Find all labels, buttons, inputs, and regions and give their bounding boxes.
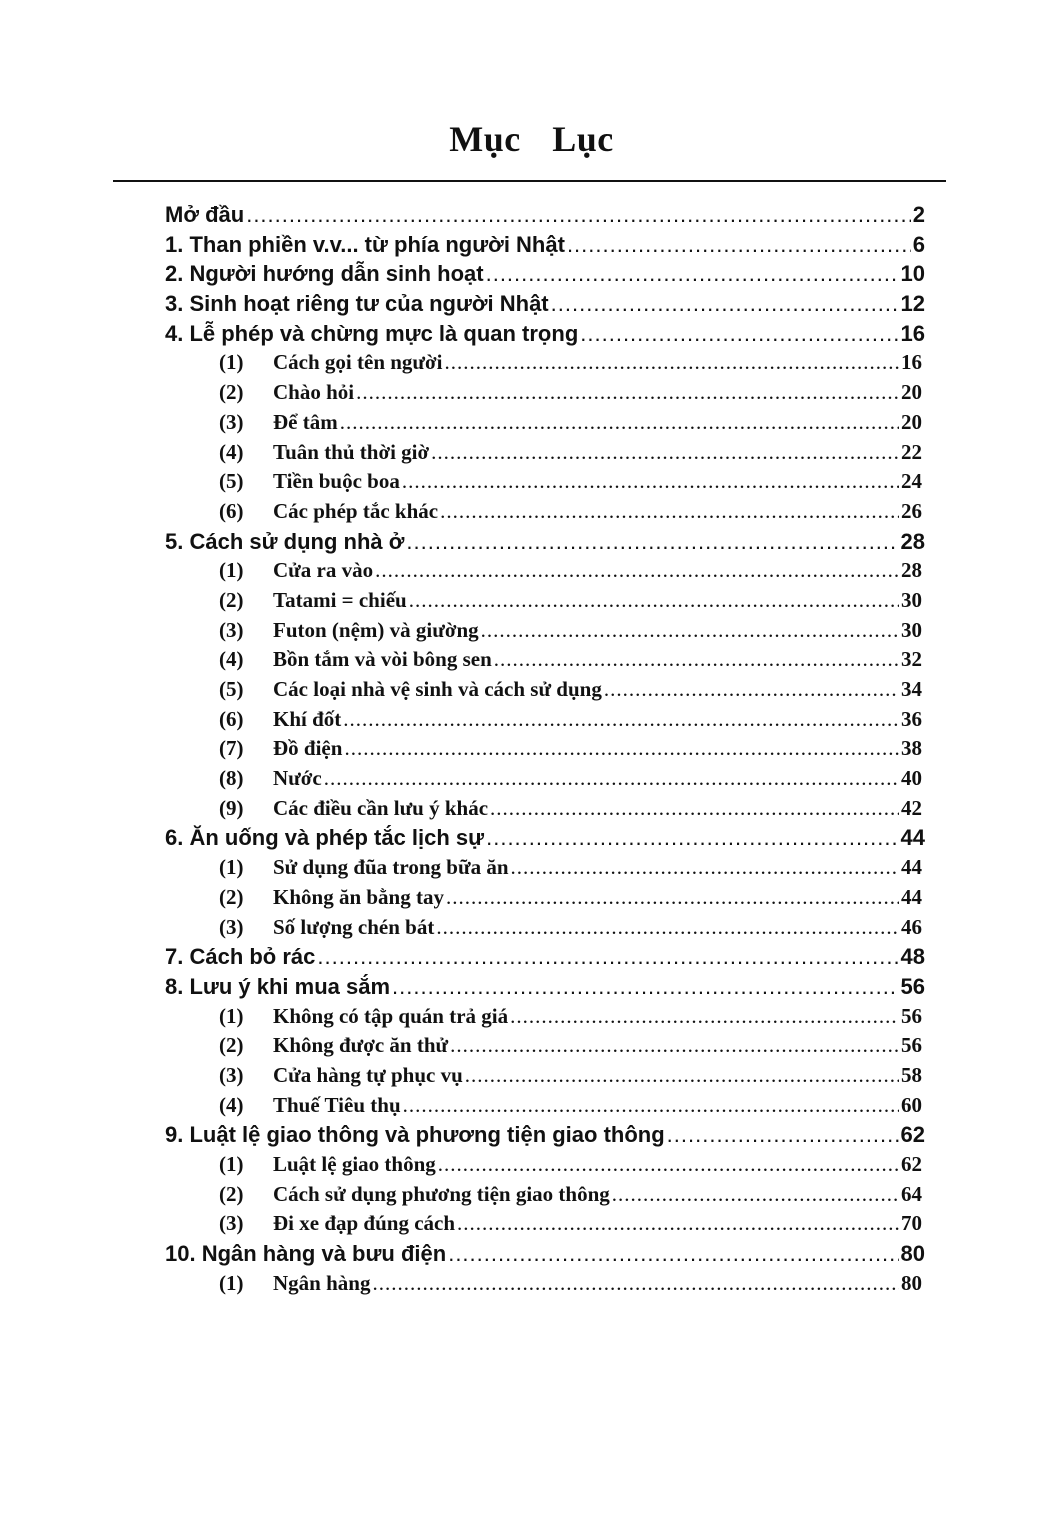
dot-leader — [356, 380, 899, 405]
toc-subentry — [165, 796, 925, 826]
toc-entry-label: Chào hỏi — [273, 380, 355, 405]
toc-entry-label: Không có tập quán trả giá — [273, 1003, 509, 1028]
toc-subentry-number: (3) — [219, 914, 244, 939]
toc-subentry-number: (1) — [219, 350, 244, 375]
toc-page-number: 48 — [900, 944, 925, 970]
toc-page-number: 64 — [901, 1181, 922, 1206]
toc-entry — [165, 321, 925, 351]
toc-subentry — [165, 410, 925, 440]
toc-entry-label: Futon (nệm) và giường — [273, 617, 479, 642]
toc-entry — [165, 1241, 925, 1271]
dot-leader — [481, 618, 899, 643]
toc-page-number: 60 — [901, 1092, 922, 1117]
dot-leader — [372, 1271, 899, 1296]
dot-leader — [440, 499, 899, 524]
toc-subentry-number: (2) — [219, 1033, 244, 1058]
toc-subentry-number: (6) — [219, 706, 244, 731]
toc-entry — [165, 1122, 925, 1152]
dot-leader — [445, 350, 900, 375]
toc-entry-label: Cách gọi tên người — [273, 350, 443, 375]
toc-page-number: 46 — [901, 914, 922, 939]
toc-subentry-number: (6) — [219, 498, 244, 523]
toc-entry-label: Các phép tắc khác — [273, 498, 439, 523]
dot-leader — [490, 796, 899, 821]
toc-page-number: 16 — [900, 320, 925, 346]
toc-page-number: 32 — [901, 647, 922, 672]
toc-subentry — [165, 707, 925, 737]
toc-subentry-number: (2) — [219, 587, 244, 612]
dot-leader — [406, 529, 898, 555]
toc-entry — [165, 944, 925, 974]
toc-entry-label: Các loại nhà vệ sinh và cách sử dụng — [273, 677, 602, 701]
toc-subentry-number: (3) — [219, 617, 244, 642]
toc-entry-label: 6. Ăn uống và phép tắc lịch sự — [165, 825, 485, 851]
toc-entry — [165, 261, 925, 291]
dot-leader — [448, 1241, 898, 1267]
dot-leader — [465, 1063, 899, 1088]
dot-leader — [343, 707, 899, 732]
dot-leader — [511, 855, 899, 880]
toc-entry-label: Đi xe đạp đúng cách — [273, 1211, 456, 1236]
toc-page-number: 80 — [901, 1270, 922, 1295]
toc-page-number: 30 — [901, 587, 922, 612]
toc-subentry — [165, 647, 925, 677]
dot-leader — [604, 677, 899, 702]
toc-subentry-number: (2) — [219, 380, 244, 405]
toc-entry-label: Luật lệ giao thông — [273, 1152, 436, 1176]
dot-leader — [246, 202, 911, 228]
toc-entry-label: Để tâm — [273, 409, 338, 434]
toc-page-number: 44 — [900, 825, 925, 851]
toc-subentry-number: (3) — [219, 409, 244, 434]
dot-leader — [317, 944, 898, 970]
toc-entry — [165, 202, 925, 232]
dot-leader — [450, 1033, 899, 1058]
toc-entry-label: Bồn tắm và vòi bông sen — [273, 647, 492, 672]
toc-page-number: 38 — [901, 736, 922, 761]
toc-subentry — [165, 1033, 925, 1063]
dot-leader — [436, 915, 899, 940]
toc-page-number: 16 — [901, 350, 922, 375]
toc-entry-label: Sử dụng đũa trong bữa ăn — [273, 855, 509, 880]
toc-entry-label: Cửa ra vào — [273, 558, 374, 583]
toc-subentry — [165, 736, 925, 766]
toc-page-number: 22 — [901, 439, 922, 464]
toc-page-number: 42 — [901, 795, 922, 820]
dot-leader — [431, 440, 899, 465]
toc-page-number: 80 — [900, 1241, 925, 1267]
toc-page-number: 10 — [900, 261, 925, 287]
toc-entry-label: 2. Người hướng dẫn sinh hoạt — [165, 261, 484, 287]
toc-subentry — [165, 915, 925, 945]
toc-entry-label: Khí đốt — [273, 706, 342, 731]
toc-subentry — [165, 1152, 925, 1182]
toc-page-number: 20 — [901, 380, 922, 405]
toc-subentry — [165, 558, 925, 588]
toc-page-number: 28 — [901, 558, 922, 583]
toc-entry-label: 7. Cách bỏ rác — [165, 944, 316, 970]
toc-entry-label: 4. Lễ phép và chừng mực là quan trọng — [165, 320, 579, 346]
toc-subentry — [165, 380, 925, 410]
toc-page-number: 40 — [901, 766, 922, 791]
toc-subentry-number: (4) — [219, 647, 244, 672]
toc-page-number: 30 — [901, 617, 922, 642]
toc-entry-label: 3. Sinh hoạt riêng tư của người Nhật — [165, 291, 549, 317]
dot-leader — [667, 1122, 899, 1148]
dot-leader — [409, 588, 899, 613]
toc-entry-label: Mở đầu — [165, 202, 245, 227]
toc-subentry — [165, 885, 925, 915]
toc-entry-label: Ngân hàng — [273, 1270, 371, 1295]
toc-subentry-number: (4) — [219, 439, 244, 464]
toc-subentry — [165, 1182, 925, 1212]
page-title: Mục Lục — [449, 119, 614, 159]
toc-subentry — [165, 677, 925, 707]
toc-page-number: 44 — [901, 884, 922, 909]
toc-page-number: 20 — [901, 409, 922, 434]
dot-leader — [551, 291, 899, 317]
title-divider — [113, 180, 946, 182]
toc-entry-label: Tatami = chiếu — [273, 587, 407, 612]
toc-entry-label: Tuân thủ thời giờ — [273, 439, 430, 464]
toc-subentry — [165, 350, 925, 380]
toc-page-number: 62 — [900, 1122, 925, 1148]
toc-page-number: 70 — [901, 1211, 922, 1236]
toc-entry-label: Tiền buộc boa — [273, 469, 400, 494]
toc-page-number: 56 — [901, 1033, 922, 1058]
toc-subentry — [165, 1211, 925, 1241]
dot-leader — [392, 974, 899, 1000]
toc-entry-label: Thuế Tiêu thụ — [273, 1092, 401, 1117]
toc-entry-label: 1. Than phiền v.v... từ phía người Nhật — [165, 231, 565, 257]
toc-entry-label: Không ăn bằng tay — [273, 884, 444, 909]
toc-subentry — [165, 469, 925, 499]
toc-subentry — [165, 1004, 925, 1034]
toc-subentry-number: (5) — [219, 469, 244, 494]
toc-subentry — [165, 499, 925, 529]
toc-subentry-number: (1) — [219, 1270, 244, 1295]
dot-leader — [446, 885, 899, 910]
toc-page-number: 26 — [901, 498, 922, 523]
toc-entry-label: Cửa hàng tự phục vụ — [273, 1062, 463, 1087]
toc-subentry-number: (1) — [219, 1003, 244, 1028]
dot-leader — [457, 1211, 899, 1236]
toc-subentry-number: (1) — [219, 1152, 244, 1176]
toc-page-number: 62 — [901, 1152, 922, 1176]
dot-leader — [510, 1004, 899, 1029]
dot-leader — [375, 558, 899, 583]
dot-leader — [324, 766, 899, 791]
dot-leader — [612, 1182, 899, 1207]
toc-subentry — [165, 1271, 925, 1301]
toc-entry-label: 10. Ngân hàng và bưu điện — [165, 1241, 447, 1267]
toc-page-number: 56 — [901, 1003, 922, 1028]
toc-subentry-number: (2) — [219, 884, 244, 909]
toc-subentry — [165, 588, 925, 618]
dot-leader — [340, 410, 899, 435]
toc-page-number: 58 — [901, 1062, 922, 1087]
toc-page-number: 36 — [901, 706, 922, 731]
toc-entry-label: Các điều cần lưu ý khác — [273, 795, 489, 820]
toc-page-number: 44 — [901, 855, 922, 880]
toc-subentry-number: (2) — [219, 1181, 244, 1206]
toc-subentry-number: (8) — [219, 766, 244, 791]
dot-leader — [486, 825, 898, 851]
toc-subentry-number: (7) — [219, 736, 244, 761]
toc-entry-label: Nước — [273, 766, 322, 791]
toc-entry-label: Đồ điện — [273, 736, 343, 761]
dot-leader — [486, 261, 899, 287]
dot-leader — [494, 647, 899, 672]
toc-subentry-number: (1) — [219, 855, 244, 880]
toc-entry-label: Không được ăn thử — [273, 1033, 449, 1058]
toc-subentry — [165, 440, 925, 470]
toc-entry — [165, 974, 925, 1004]
toc-subentry-number: (5) — [219, 677, 244, 701]
toc-page-number: 2 — [912, 202, 925, 227]
toc-entry — [165, 825, 925, 855]
toc-subentry-number: (3) — [219, 1062, 244, 1087]
toc-subentry-number: (9) — [219, 795, 244, 820]
toc-entry-label: Cách sử dụng phương tiện giao thông — [273, 1181, 610, 1206]
toc-page-number: 28 — [900, 528, 925, 554]
toc-page-number: 6 — [912, 231, 925, 257]
toc-entry-label: 5. Cách sử dụng nhà ở — [165, 528, 405, 554]
dot-leader — [567, 232, 911, 258]
toc-entry-label: 9. Luật lệ giao thông và phương tiện giao thông — [165, 1122, 665, 1148]
toc-subentry — [165, 1063, 925, 1093]
toc-entry-label: Số lượng chén bát — [273, 914, 435, 939]
toc-subentry-number: (4) — [219, 1092, 244, 1117]
toc-entry — [165, 232, 925, 262]
toc-subentry-number: (3) — [219, 1211, 244, 1236]
toc-subentry-number: (1) — [219, 558, 244, 583]
toc-entry-label: 8. Lưu ý khi mua sắm — [165, 973, 391, 999]
toc-subentry — [165, 618, 925, 648]
table-of-contents — [165, 202, 925, 1300]
dot-leader — [438, 1152, 899, 1177]
toc-page-number: 24 — [901, 469, 922, 494]
toc-page-number: 34 — [901, 677, 922, 701]
toc-page-number: 12 — [900, 291, 925, 317]
toc-entry — [165, 529, 925, 559]
toc-subentry — [165, 855, 925, 885]
dot-leader — [403, 1093, 899, 1118]
dot-leader — [580, 321, 898, 347]
dot-leader — [344, 736, 899, 761]
toc-subentry — [165, 1093, 925, 1123]
toc-page-number: 56 — [900, 973, 925, 999]
dot-leader — [402, 469, 899, 494]
toc-entry — [165, 291, 925, 321]
toc-subentry — [165, 766, 925, 796]
